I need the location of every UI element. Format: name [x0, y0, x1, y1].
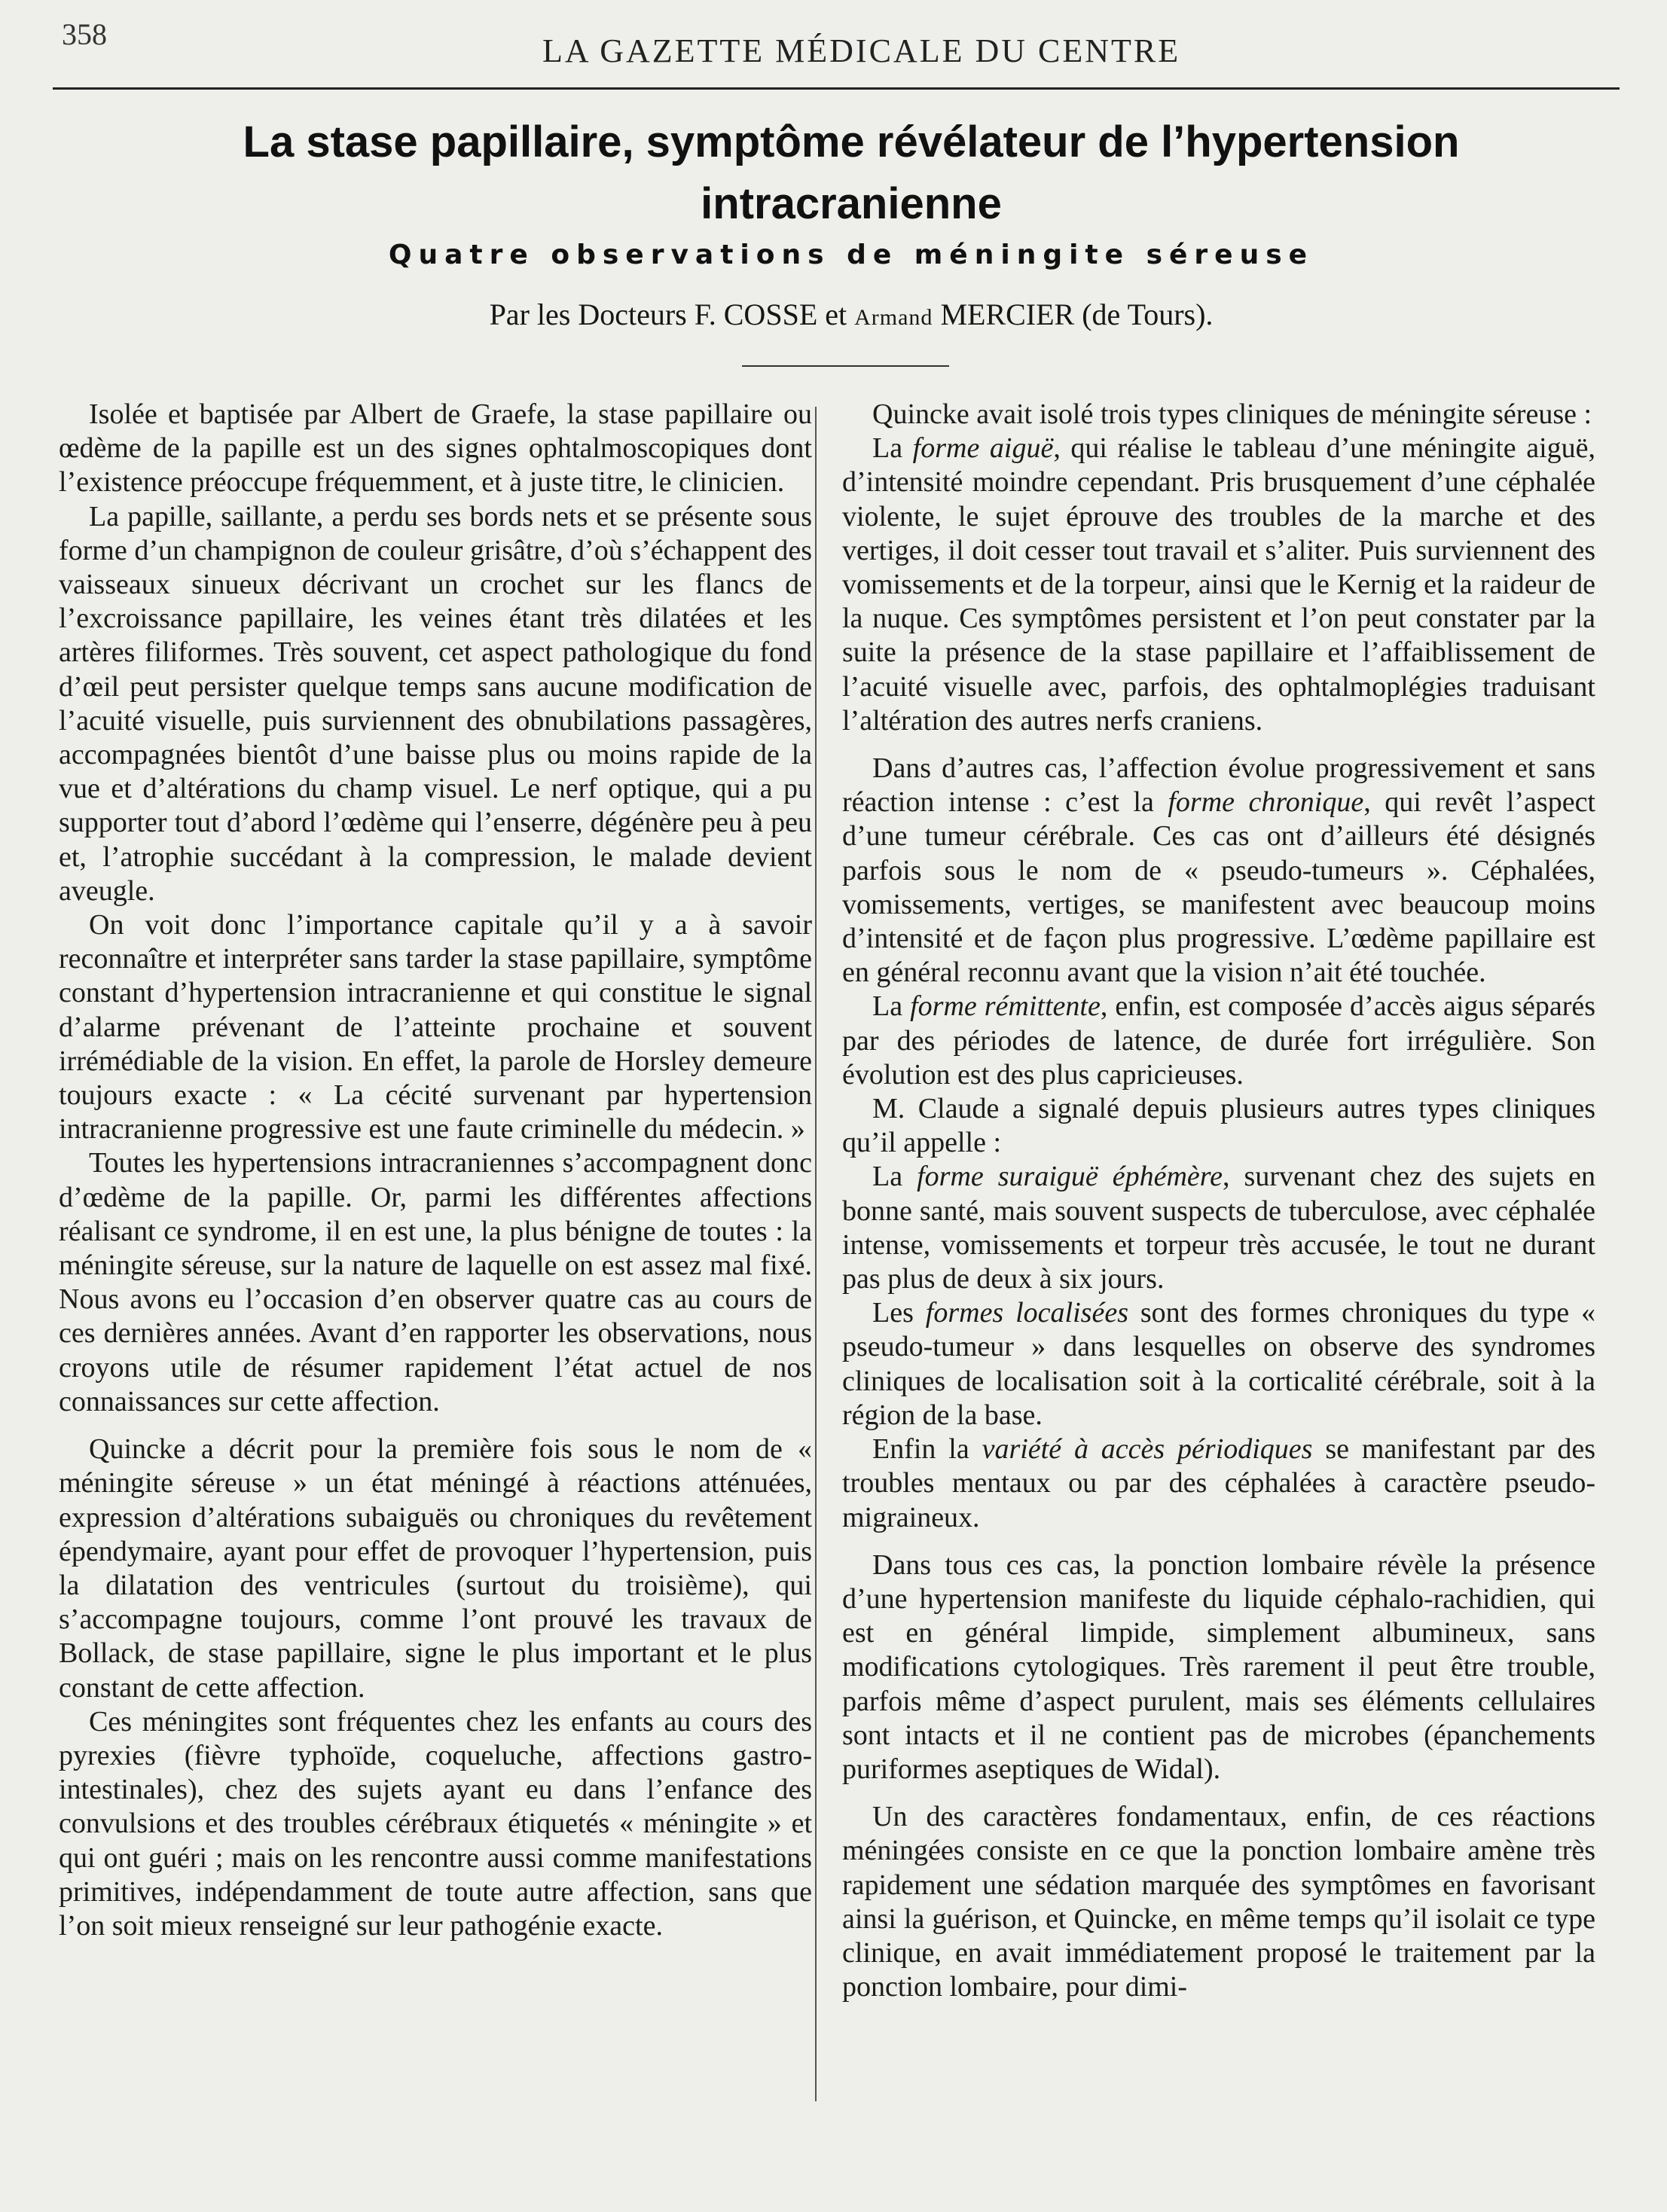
paragraph	[842, 1160, 1595, 1296]
paragraph: Isolée et baptisée par Albert de Graefe, la stase papillaire ou œdème de la papille est un des signes ophtalmoscopiques dont l’existence préoccupe fréquemment, et à juste titre, le clinicien.	[59, 398, 812, 499]
paragraph	[842, 432, 1595, 738]
paragraph	[842, 1432, 1595, 1535]
page-number: 358	[62, 17, 107, 51]
text-run: , qui revêt l’aspect d’une tumeur cérébrale. Ces cas ont d’ailleurs été désignés parfois sous le nom de « pseudo-tumeurs ». Céphalées, vomissements, vertiges, se manifestent avec beaucoup moins d’intensité et de façon plus progressive. L’œdème papillaire est en général reconnu avant que la vision n’ait été touchée.	[842, 786, 1595, 989]
emphasis: forme chronique	[1168, 786, 1364, 819]
running-head: LA GAZETTE MÉDICALE DU CENTRE	[542, 32, 1181, 69]
text-run: , survenant chez des sujets en bonne santé, mais souvent suspects de tuberculose, avec céphalée intense, vomissements et torpeur très accusée, le tout ne durant pas plus de deux à six jours.	[842, 1161, 1595, 1295]
byline-armand: Armand	[854, 305, 933, 330]
text-run: sont des formes chroniques du type « pseudo-tumeur » dans lesquelles on observe des syndromes cliniques de localisation soit à la corticalité cérébrale, soit à la région de la base.	[842, 1297, 1595, 1431]
article-subtitle: Quatre observations de méningite séreuse	[388, 240, 1314, 270]
text-run: se manifestant par des troubles mentaux ou par des céphalées à caractère pseudo-migraineux.	[842, 1433, 1595, 1533]
paragraph: M. Claude a signalé depuis plusieurs autres types cliniques qu’il appelle :	[842, 1093, 1595, 1159]
paragraph: Toutes les hypertensions intracraniennes s’accompagnent donc d’œdème de la papille. Or, parmi les différentes affections réalisant ce syndrome, il en est une, la plus bénigne de toutes : la méningite séreuse, sur la nature de laquelle on est assez mal fixé. Nous avons eu l’occasion d’en observer quatre cas au cours de ces dernières années. Avant d’en rapporter les observations, nous croyons utile de résumer rapidement l’état actuel de nos connaissances sur cette affection.	[59, 1147, 812, 1417]
paragraph	[842, 1296, 1595, 1432]
header-rule	[53, 87, 1620, 90]
paragraph: Quincke avait isolé trois types cliniques de méningite séreuse :	[872, 398, 1592, 430]
paragraph	[842, 990, 1595, 1092]
paragraph: Dans tous ces cas, la ponction lombaire révèle la présence d’une hypertension manifeste du liquide céphalo-rachidien, qui est en général limpide, simplement albumineux, sans modifications cytologiques. Très rarement il peut être trouble, parfois même d’aspect purulent, mais ses éléments cellulaires sont intacts et il ne contient pas de microbes (épanchements puriformes aseptiques de Widal).	[842, 1548, 1595, 1785]
paragraph: On voit donc l’importance capitale qu’il y a à savoir reconnaître et interpréter sans tarder la stase papillaire, symptôme constant d’hypertension intracranienne et qui constitue le signal d’alarme prévenant de l’atteinte prochaine et souvent irrémédiable de la vision. En effet, la parole de Horsley demeure toujours exacte : « La cécité survenant par hypertension intracranienne progressive est une faute criminelle du médecin. »	[59, 909, 812, 1146]
column-divider	[815, 407, 817, 2101]
text-run: , enfin, est composée d’accès aigus séparés par des périodes de latence, de durée fort irrégulière. Son évolution est des plus capricieuses.	[842, 990, 1596, 1091]
article-byline	[105, 295, 1597, 337]
text-run: Dans d’autres cas, l’affection évolue progressivement et sans réaction intense : c’est la	[842, 752, 1595, 819]
left-column	[59, 398, 812, 1943]
right-column	[842, 398, 1595, 2004]
text-run: La	[872, 990, 911, 1023]
paragraph: Ces méningites sont fréquentes chez les enfants au cours des pyrexies (fièvre typhoïde, coqueluche, affections gastro-intestinales), chez des sujets ayant eu dans l’enfance des convulsions et des troubles cérébraux étiquetés « méningite » et qui ont guéri ; mais on les rencontre aussi comme manifestations primitives, indépendamment de toute autre affection, sans que l’on soit mieux renseigné sur leur pathogénie exacte.	[59, 1705, 812, 1942]
byline-rest: MERCIER (de Tours).	[933, 297, 1214, 331]
text-run: La	[872, 1161, 917, 1193]
emphasis: forme rémittente	[910, 990, 1101, 1023]
text-run: , qui réalise le tableau d’une méningite aiguë, d’intensité moindre cependant. Pris brusquement d’une céphalée violente, le sujet éprouve des troubles de la marche et des vertiges, il doit cesser tout travail et s’aliter. Puis surviennent des vomissements et de la torpeur, ainsi que le Kernig et la raideur de la nuque. Ces symptômes persistent et l’on peut constater par la suite la présence de la stase papillaire et l’affaiblissement de l’acuité visuelle avec, parfois, des ophtalmoplégies traduisant l’altération des autres nerfs craniens.	[842, 432, 1596, 737]
paragraph: Un des caractères fondamentaux, enfin, de ces réactions méningées consiste en ce que la ponction lombaire amène très rapidement une sédation marquée des symptômes en favorisant ainsi la guérison, et Quincke, en même temps qu’il isolait ce type clinique, en avait immédiatement proposé le traitement par la ponction lombaire, pour dimi-	[842, 1801, 1595, 2003]
paragraph: La papille, saillante, a perdu ses bords nets et se présente sous forme d’un champignon de couleur grisâtre, d’où s’échappent des vaisseaux sinueux décrivant un crochet sur les flancs de l’excroissance papillaire, les veines étant très dilatées et les artères filiformes. Très souvent, cet aspect pathologique du fond d’œil peut persister quelque temps sans aucune modification de l’acuité visuelle, puis surviennent des obnubilations passagères, accompagnées bientôt d’une baisse plus ou moins rapide de la vue et d’altérations du champ visuel. Le nerf optique, qui a pu supporter tout d’abord l’œdème qui l’enserre, dégénère peu à peu et, l’atrophie succédant à la compression, le malade devient aveugle.	[59, 500, 812, 907]
text-run: Les	[872, 1297, 926, 1329]
title-separator	[742, 365, 949, 367]
emphasis: forme aiguë	[912, 432, 1054, 465]
emphasis: formes localisées	[925, 1297, 1128, 1329]
text-run: Enfin la	[872, 1433, 982, 1466]
byline-prefix: Par les Docteurs F. COSSE et	[489, 297, 855, 331]
emphasis: variété à accès périodiques	[982, 1433, 1313, 1466]
article-title: La stase papillaire, symptôme révélateur de l’hypertension intracranienne	[243, 117, 1460, 228]
paragraph: Quincke a décrit pour la première fois sous le nom de « méningite séreuse » un état méningé à réactions atténuées, expression d’altérations subaiguës ou chroniques du revêtement épendymaire, ayant pour effet de provoquer l’hypertension, puis la dilatation des ventricules (surtout du troisième), qui s’accompagne toujours, comme l’ont prouvé les travaux de Bollack, de stase papillaire, signe le plus important et le plus constant de cette affection.	[59, 1433, 812, 1704]
paragraph	[842, 752, 1595, 990]
text-run: La	[872, 432, 913, 465]
emphasis: forme suraiguë éphémère	[917, 1161, 1223, 1193]
